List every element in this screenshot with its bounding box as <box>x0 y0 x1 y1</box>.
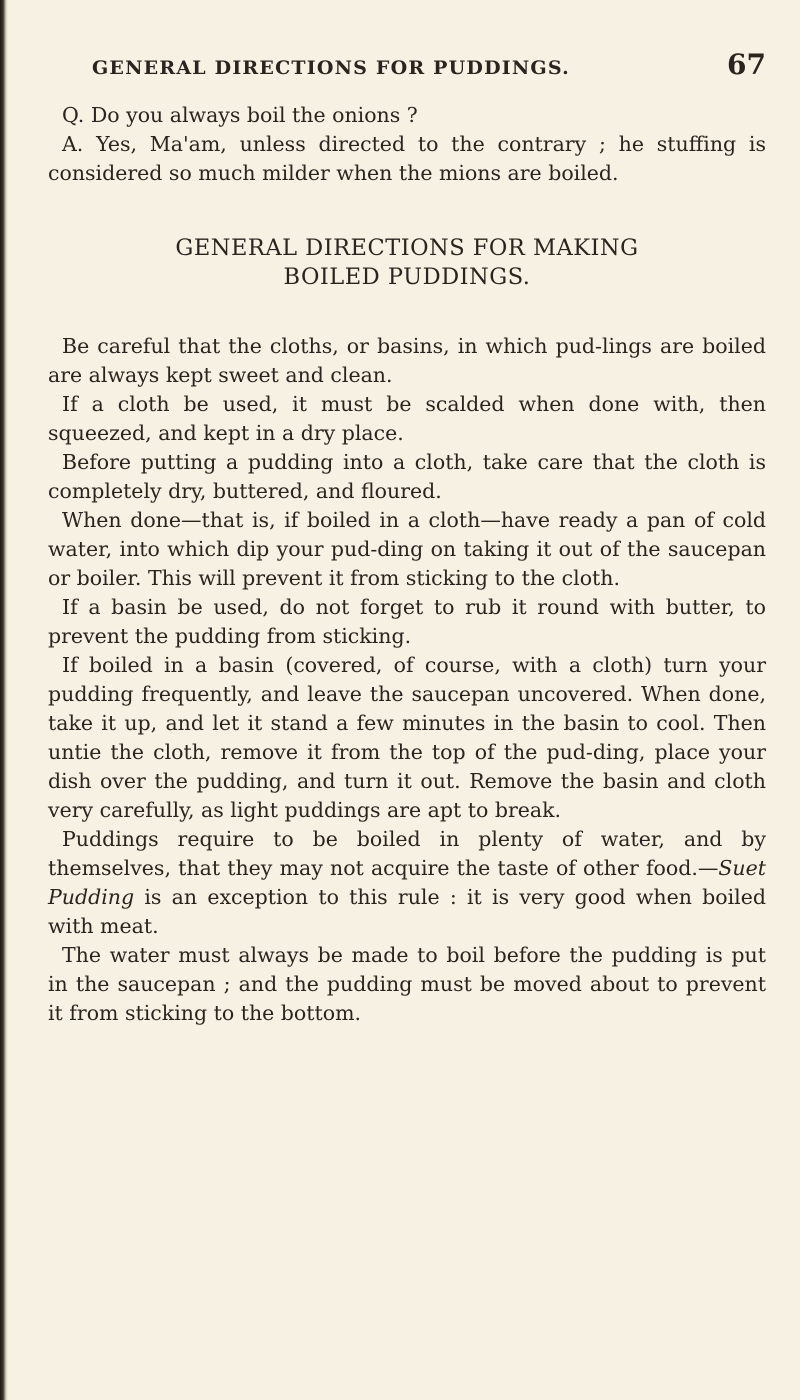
question-paragraph: Q. Do you always boil the onions ? <box>62 103 418 127</box>
paragraph-text-before: Puddings require to be boiled in plenty of water, and by themselves, that they may not acquire the taste of other food.— <box>48 827 766 880</box>
body-paragraph: When done—that is, if boiled in a cloth—have ready a pan of cold water, into which dip your pud-ding on taking it out of the saucepan or boiler. This will prevent it from sticking to the cloth. <box>48 508 766 590</box>
body-paragraph: Be careful that the cloths, or basins, in which pud-lings are boiled are always kept sweet and clean. <box>48 334 766 387</box>
running-title: GENERAL DIRECTIONS FOR PUDDINGS. <box>92 57 570 79</box>
body-paragraph: If a basin be used, do not forget to rub it round with butter, to prevent the pudding from sticking. <box>48 595 766 648</box>
paragraph-text-after: is an exception to this rule : it is very good when boiled with meat. <box>48 885 766 938</box>
section-heading <box>48 234 766 292</box>
page-gutter-shadow <box>0 0 8 1400</box>
body-paragraph: If a cloth be used, it must be scalded when done with, then squeezed, and kept in a dry place. <box>48 392 766 445</box>
body-paragraph: If boiled in a basin (covered, of course, with a cloth) turn your pudding frequently, and leave the saucepan uncovered. When done, take it up, and let it stand a few minutes in the basin to cool. Then untie the cloth, remove it from the top of the pud-ding, place your dish over the pudding, and turn it out. Remove the basin and cloth very carefully, as light puddings are apt to break. <box>48 653 766 822</box>
body-paragraph-suet <box>48 825 766 941</box>
running-head <box>92 48 766 81</box>
answer-paragraph: A. Yes, Ma'am, unless directed to the contrary ; he stuffing is considered so much milder when the mions are boiled. <box>48 132 766 185</box>
question-answer <box>48 101 766 188</box>
page-number: 67 <box>727 48 766 81</box>
section-heading-line-2: BOILED PUDDINGS. <box>283 264 531 290</box>
body-paragraph: Before putting a pudding into a cloth, take care that the cloth is completely dry, buttered, and floured. <box>48 450 766 503</box>
body-paragraph: The water must always be made to boil before the pudding is put in the saucepan ; and the pudding must be moved about to prevent it from sticking to the bottom. <box>48 943 766 1025</box>
book-page <box>48 48 766 1028</box>
section-body <box>48 332 766 1028</box>
italic-recipe-name: Suet Pudding <box>48 856 766 909</box>
section-heading-line-1: GENERAL DIRECTIONS FOR MAKING <box>175 235 639 261</box>
